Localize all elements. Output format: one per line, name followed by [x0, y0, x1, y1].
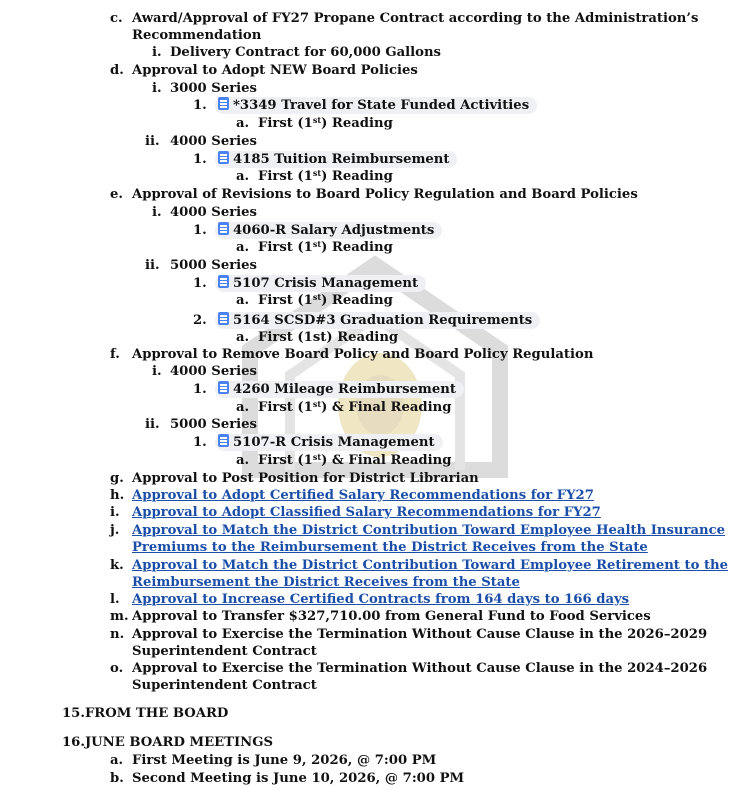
- list-marker: a.: [110, 753, 124, 768]
- agenda-item-text: 5000 Series: [170, 417, 257, 432]
- agenda-item-text: First (1st) Reading: [258, 292, 393, 308]
- agenda-item-text: Approval to Exercise the Termination Without Cause Clause in the 2026–2029: [132, 627, 708, 642]
- agenda-item-text: Superintendent Contract: [132, 678, 317, 693]
- policy-title: 4185 Tuition Reimbursement: [233, 152, 450, 167]
- list-marker: o.: [110, 661, 124, 676]
- list-marker: i.: [152, 81, 162, 96]
- agenda-item-text: Delivery Contract for 60,000 Gallons: [170, 45, 441, 60]
- agenda-item-text: First (1st) Reading: [258, 239, 393, 255]
- list-marker: ii.: [145, 258, 160, 273]
- agenda-item-text: First (1st) Reading: [258, 330, 399, 345]
- list-marker: d.: [110, 63, 124, 78]
- list-marker: 1.: [193, 276, 207, 291]
- agenda-item-text: First (1st) Reading: [258, 168, 393, 184]
- list-marker: i.: [110, 505, 120, 520]
- agenda-item-text: First Meeting is June 9, 2026, @ 7:00 PM: [132, 753, 437, 768]
- agenda-item-text: 5000 Series: [170, 258, 257, 273]
- list-marker: a.: [236, 453, 250, 468]
- list-marker: ii.: [145, 417, 160, 432]
- list-marker: m.: [110, 609, 129, 624]
- agenda-item-text: [132, 591, 629, 609]
- policy-item: [215, 312, 540, 330]
- policy-item: [215, 97, 537, 115]
- list-marker: 1.: [193, 435, 207, 450]
- agenda-link[interactable]: Premiums to the Reimbursement the District Receives from the State: [132, 540, 648, 555]
- policy-title: 5107 Crisis Management: [233, 276, 419, 291]
- list-marker: g.: [110, 471, 124, 486]
- agenda-item-text: Second Meeting is June 10, 2026, @ 7:00 PM: [132, 771, 465, 786]
- agenda-item-text: 3000 Series: [170, 81, 257, 96]
- list-marker: h.: [110, 488, 125, 503]
- policy-item: [215, 434, 443, 452]
- agenda-link[interactable]: Approval to Match the District Contribution Toward Employee Health Insurance: [132, 523, 726, 538]
- agenda-item-text: 15.FROM THE BOARD: [62, 706, 229, 721]
- list-marker: j.: [110, 523, 120, 538]
- list-marker: b.: [110, 771, 124, 786]
- agenda-item-text: Recommendation: [132, 28, 262, 43]
- agenda-item-text: First (1st) Reading: [258, 115, 393, 131]
- list-marker: a.: [236, 293, 250, 308]
- agenda-item-text: [132, 504, 601, 522]
- agenda-item-text: Approval to Adopt NEW Board Policies: [132, 63, 418, 78]
- agenda-item-text: Approval to Remove Board Policy and Board Policy Regulation: [132, 347, 594, 362]
- list-marker: 1.: [193, 98, 207, 113]
- policy-item: [215, 275, 426, 293]
- policy-link-chip[interactable]: [215, 312, 540, 329]
- list-marker: a.: [236, 116, 250, 131]
- agenda-item-text: Approval to Post Position for District Librarian: [132, 471, 479, 486]
- list-marker: i.: [152, 45, 162, 60]
- document-icon: [218, 434, 229, 447]
- list-marker: ii.: [145, 134, 160, 149]
- list-marker: i.: [152, 205, 162, 220]
- agenda-item-text: [132, 487, 594, 505]
- document-icon: [218, 97, 229, 110]
- agenda-item-text: [132, 574, 520, 592]
- list-marker: a.: [236, 240, 250, 255]
- document-icon: [218, 151, 229, 164]
- agenda-item-text: First (1st) & Final Reading: [258, 399, 452, 415]
- policy-title: 4260 Mileage Reimbursement: [233, 382, 456, 397]
- list-marker: e.: [110, 187, 123, 202]
- list-marker: k.: [110, 558, 124, 573]
- list-marker: a.: [236, 400, 250, 415]
- policy-link-chip[interactable]: [215, 381, 464, 398]
- agenda-item-text: First (1st) & Final Reading: [258, 452, 452, 468]
- document-icon: [218, 275, 229, 288]
- list-marker: a.: [236, 169, 250, 184]
- agenda-item-text: [132, 557, 728, 575]
- policy-link-chip[interactable]: [215, 434, 443, 451]
- agenda-item-text: Approval to Transfer $327,710.00 from General Fund to Food Services: [132, 609, 651, 624]
- policy-link-chip[interactable]: [215, 151, 457, 168]
- policy-item: [215, 151, 457, 169]
- list-marker: f.: [110, 347, 120, 362]
- agenda-item-text: Approval of Revisions to Board Policy Regulation and Board Policies: [132, 187, 638, 202]
- agenda-link[interactable]: Approval to Adopt Classified Salary Recommendations for FY27: [132, 505, 601, 520]
- agenda-item-text: Approval to Exercise the Termination Without Cause Clause in the 2024–2026: [132, 661, 708, 676]
- document-icon: [218, 222, 229, 235]
- list-marker: c.: [110, 11, 123, 26]
- policy-link-chip[interactable]: [215, 222, 442, 239]
- agenda-item-text: 4000 Series: [170, 364, 257, 379]
- policy-title: *3349 Travel for State Funded Activities: [233, 98, 530, 113]
- list-marker: 1.: [193, 152, 207, 167]
- agenda-link[interactable]: Approval to Increase Certified Contracts from 164 days to 166 days: [132, 592, 630, 607]
- policy-title: 5164 SCSD#3 Graduation Requirements: [233, 313, 533, 328]
- document-icon: [218, 381, 229, 394]
- policy-title: 4060-R Salary Adjustments: [233, 223, 435, 238]
- agenda-item-text: [132, 522, 725, 540]
- agenda-item-text: Superintendent Contract: [132, 644, 317, 659]
- policy-item: [215, 381, 464, 399]
- agenda-item-text: 16.JUNE BOARD MEETINGS: [62, 735, 274, 750]
- list-marker: n.: [110, 627, 125, 642]
- list-marker: i.: [152, 364, 162, 379]
- list-marker: 2.: [193, 313, 207, 328]
- agenda-link[interactable]: Reimbursement the District Receives from the State: [132, 575, 520, 590]
- policy-link-chip[interactable]: [215, 275, 426, 292]
- agenda-item-text: 4000 Series: [170, 205, 257, 220]
- agenda-item-text: [132, 539, 648, 557]
- policy-link-chip[interactable]: [215, 97, 537, 114]
- agenda-item-text: 4000 Series: [170, 134, 257, 149]
- policy-title: 5107-R Crisis Management: [233, 435, 435, 450]
- list-marker: l.: [110, 592, 120, 607]
- policy-item: [215, 222, 442, 240]
- list-marker: 1.: [193, 223, 207, 238]
- document-icon: [218, 312, 229, 325]
- list-marker: 1.: [193, 382, 207, 397]
- list-marker: a.: [236, 330, 250, 345]
- agenda-link[interactable]: Approval to Adopt Certified Salary Recommendations for FY27: [132, 488, 594, 503]
- agenda-link[interactable]: Approval to Match the District Contribution Toward Employee Retirement to the: [132, 558, 729, 573]
- agenda-item-text: Award/Approval of FY27 Propane Contract according to the Administration’s: [132, 11, 699, 26]
